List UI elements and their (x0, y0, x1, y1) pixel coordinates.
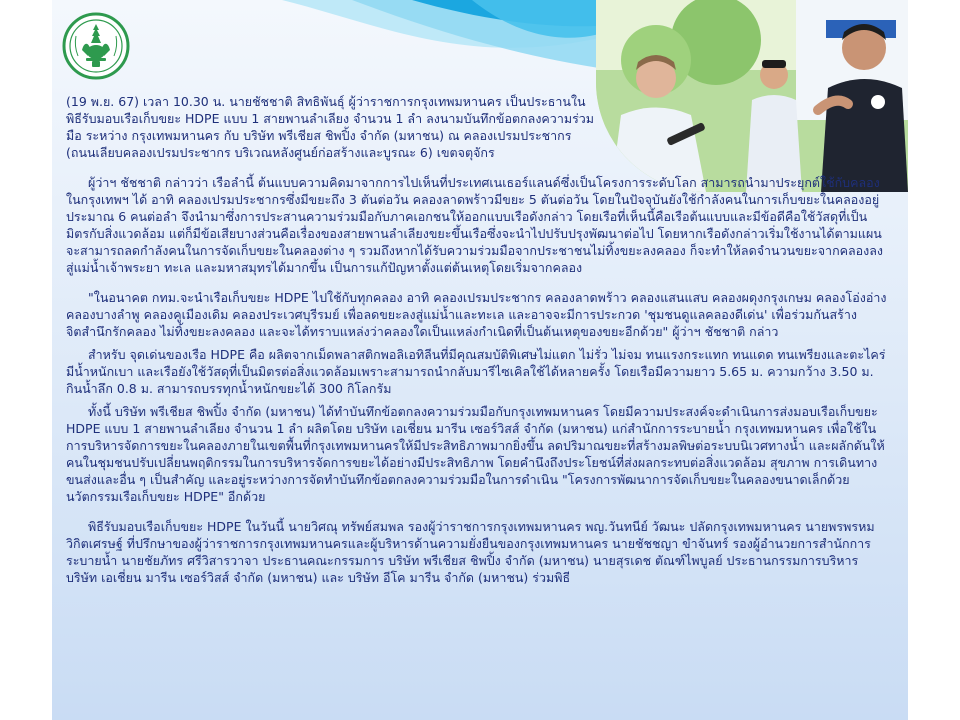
article-paragraph: ทั้งนี้ บริษัท พรีเชียส ชิพปิ้ง จำกัด (มหาชน) ได้ทำบันทึกข้อตกลงความร่วมมือกับกรุงเทพมหานคร โดยมีความประสงค์จะดำเนินการส่งมอบเรือเก็บขยะ HDPE แบบ 1 สายพานลำเลียง จำนวน 1 ลำ ผลิตโดย บริษัท เอเชี่ยน มารีน เซอร์วิสส์ จำกัด (มหาชน) แก่สำนักการระบายน้ำ กรุงเทพมหานคร เพื่อใช้ในการบริหารจัดการขยะในคลองภายในเขตพื้นที่กรุงเทพมหานครให้มีประสิทธิภาพมากยิ่งขึ้น ลดปริมาณขยะที่สร้างมลพิษต่อระบบนิเวศทางน้ำ และผลักดันให้คนในชุมชนปรับเปลี่ยนพฤติกรรมในการบริหารจัดการขยะได้อย่างมีประสิทธิภาพ โดยคำนึงถึงประโยชน์ที่ส่งผลกระทบต่อสิ่งแวดล้อม สุขภาพ การเดินทางขนส่งและอื่น ๆ เป็นสำคัญ และอยู่ระหว่างการจัดทำบันทึกข้อตกลงความร่วมมือในการดำเนิน "โครงการพัฒนาการจัดเก็บขยะในคลองขนาดเล็กด้วยนวัตกรรมเรือเก็บขยะ HDPE" อีกด้วย (66, 404, 885, 504)
article-quote-paragraph: "ในอนาคต กทม.จะนำเรือเก็บขยะ HDPE ไปใช้กับทุกคลอง อาทิ คลองเปรมประชากร คลองลาดพร้าว คลองแสนแสบ คลองผดุงกรุงเกษม คลองโอ่งอ่าง คลองบางลำพู คลองคูเมืองเดิม คลองประเวศบุรีรมย์ เพื่อลดขยะลงสู่แม่น้ำและทะเล และอาจจะมีการประกวด 'ชุมชนดูแลคลองดีเด่น' เพื่อร่วมกันสร้างจิตสำนึกรักคลอง ไม่ทิ้งขยะลงคลอง และจะได้ทราบแหล่งว่าคลองใดเป็นแหล่งกำเนิดที่เป็นต้นเหตุของขยะอีกด้วย" ผู้ว่าฯ ชัชชาติ กล่าว (66, 290, 887, 339)
article-paragraph: ผู้ว่าฯ ชัชชาติ กล่าวว่า เรือลำนี้ ต้นแบบความคิดมาจากการไปเห็นที่ประเทศเนเธอร์แลนด์ซึ่งเป็นโครงการระดับโลก สามารถนำมาประยุกต์ใช้กับคลองในกรุงเทพฯ ได้ อาทิ คลองเปรมประชากรซึ่งมีขยะถึง 3 ตันต่อวัน คลองลาดพร้าวมีขยะ 5 ตันต่อวัน โดยในปัจจุบันยังใช้กำลังคนในการเก็บขยะในคลองอยู่ประมาณ 6 คนต่อลำ จึงนำมาซึ่งการประสานความร่วมมือกับภาคเอกชนให้ออกแบบเรือดังกล่าว โดยเรือที่เห็นนี้คือเรือต้นแบบและมีข้อดีคือใช้วัสดุที่เป็นมิตรกับสิ่งแวดล้อม แต่ก็มีข้อเสียบางส่วนคือเรื่องของสายพานลำเลียงขยะขึ้นเรือซึ่งจะนำไปปรับปรุงพัฒนาต่อไป โดยหากเรือดังกล่าวเริ่มใช้งานได้ตามแผนจะสามารถลดกำลังคนในการจัดเก็บขยะในคลองต่าง ๆ รวมถึงหากได้รับความร่วมมือจากประชาชนไม่ทิ้งขยะลงคลอง ก็จะทำให้ลดจำนวนขยะจากคลองลงสู่แม่น้ำเจ้าพระยา ทะเล และมหาสมุทรได้มากขึ้น เป็นการแก้ปัญหาตั้งแต่ต้นเหตุโดยเริ่มจากคลอง (66, 175, 884, 275)
right-margin (908, 0, 960, 720)
article-paragraph: สำหรับ จุดเด่นของเรือ HDPE คือ ผลิตจากเม็ดพลาสติกพอลิเอทิลีนที่มีคุณสมบัติพิเศษไม่แตก ไม่รั่ว ไม่จม ทนแรงกระแทก ทนแดด ทนเพรียงและตะไคร่ มีน้ำหนักเบา และเรือยังใช้วัสดุที่เป็นมิตรต่อสิ่งแวดล้อมเพราะสามารถนำกลับมารีไซเคิลใช้ได้หลายครั้ง โดยเรือมีความยาว 5.65 ม. ความกว้าง 3.50 ม. กินน้ำลึก 0.8 ม. สามารถบรรทุกน้ำหนักขยะได้ 300 กิโลกรัม (66, 347, 886, 396)
article-paragraph: พิธีรับมอบเรือเก็บขยะ HDPE ในวันนี้ นายวิศณุ ทรัพย์สมพล รองผู้ว่าราชการกรุงเทพมหานคร พญ.วันทนีย์ วัฒนะ ปลัดกรุงเทพมหานคร นายพรพรหม วิกิตเศรษฐ์ ที่ปรึกษาของผู้ว่าราชการกรุงเทพมหานครและผู้บริหารด้านความยั่งยืนของกรุงเทพมหานคร นายชัชชญา ขำจันทร์ รองผู้อำนวยการสำนักการระบายน้ำ นายชัยภัทร ศรีวิสารวาจา ประธานคณะกรรมการ บริษัท พรีเชียส ชิพปิ้ง จำกัด (มหาชน) นายสุรเดช ตัณฑ์ไพบูลย์ ประธานกรรมการบริหาร บริษัท เอเชี่ยน มารีน เซอร์วิสส์ จำกัด (มหาชน) และ บริษัท อีโค มารีน จำกัด (มหาชน) ร่วมพิธี (66, 519, 875, 585)
bma-seal-icon (62, 12, 130, 80)
article-body (66, 93, 890, 586)
left-margin (0, 0, 52, 720)
article-lead-paragraph: (19 พ.ย. 67) เวลา 10.30 น. นายชัชชาติ สิทธิพันธุ์ ผู้ว่าราชการกรุงเทพมหานคร เป็นประธานในพิธีรับมอบเรือเก็บขยะ HDPE แบบ 1 สายพานลำเลียง จำนวน 1 ลำ ลงนามบันทึกข้อตกลงความร่วมมือ ระหว่าง กรุงเทพมหานคร กับ บริษัท พรีเชียส ชิพปิ้ง จำกัด (มหาชน) ณ คลองเปรมประชากร (ถนนเลียบคลองเปรมประชากร บริเวณหลังศูนย์ก่อสร้างและบูรณะ 6) เขตจตุจักร (66, 94, 595, 160)
